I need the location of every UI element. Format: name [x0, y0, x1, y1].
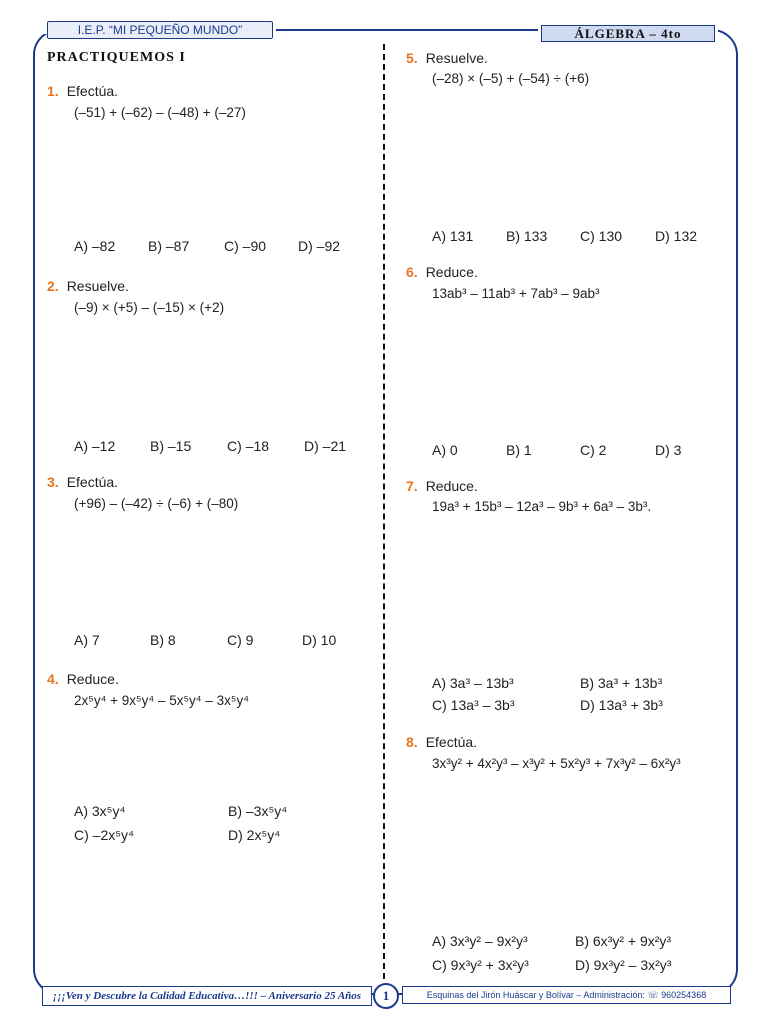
- q1-option-b: B) –87: [148, 238, 190, 254]
- question-7-expression: 19a³ + 15b³ – 12a³ – 9b³ + 6a³ – 3b³.: [432, 499, 652, 514]
- q7-option-c: C) 13a³ – 3b³: [432, 697, 515, 713]
- question-number: 4.: [47, 671, 59, 687]
- q8-option-d: D) 9x³y² – 3x²y³: [575, 957, 672, 973]
- page-number: 1: [373, 983, 399, 1009]
- q5-option-a: A) 131: [432, 228, 474, 244]
- question-8: [406, 734, 477, 750]
- q1-option-a: A) –82: [74, 238, 116, 254]
- q6-option-a: A) 0: [432, 442, 458, 458]
- q7-option-d: D) 13a³ + 3b³: [580, 697, 663, 713]
- question-3: [47, 474, 118, 490]
- q2-option-b: B) –15: [150, 438, 192, 454]
- q4-option-b: B) –3x⁵y⁴: [228, 803, 288, 819]
- question-number: 5.: [406, 50, 418, 66]
- question-1: [47, 83, 118, 99]
- q3-option-a: A) 7: [74, 632, 100, 648]
- question-number: 2.: [47, 278, 59, 294]
- q4-option-a: A) 3x⁵y⁴: [74, 803, 126, 819]
- question-instruction: Resuelve.: [425, 50, 488, 66]
- q3-option-b: B) 8: [150, 632, 176, 648]
- q2-option-c: C) –18: [227, 438, 270, 454]
- question-instruction: Efectúa.: [66, 83, 119, 99]
- footer-address: Esquinas del Jirón Huáscar y Bolívar – Administración: ☏ 960254368: [402, 986, 731, 1004]
- question-instruction: Efectúa.: [425, 734, 478, 750]
- question-5: [406, 50, 488, 66]
- question-instruction: Efectúa.: [66, 474, 119, 490]
- question-1-expression: (–51) + (–62) – (–48) + (–27): [74, 105, 246, 120]
- question-2-expression: (–9) × (+5) – (–15) × (+2): [74, 300, 225, 315]
- q6-option-b: B) 1: [506, 442, 532, 458]
- section-title: PRACTIQUEMOS I: [47, 50, 186, 65]
- column-divider: [383, 44, 385, 979]
- q5-option-d: D) 132: [655, 228, 698, 244]
- question-instruction: Reduce.: [425, 478, 478, 494]
- question-number: 6.: [406, 264, 418, 280]
- question-4-expression: 2x⁵y⁴ + 9x⁵y⁴ – 5x⁵y⁴ – 3x⁵y⁴: [74, 693, 250, 708]
- question-5-expression: (–28) × (–5) + (–54) ÷ (+6): [432, 71, 590, 86]
- question-instruction: Resuelve.: [66, 278, 129, 294]
- q2-option-d: D) –21: [304, 438, 347, 454]
- q5-option-c: C) 130: [580, 228, 623, 244]
- q1-option-d: D) –92: [298, 238, 341, 254]
- q5-option-b: B) 133: [506, 228, 548, 244]
- q8-option-c: C) 9x³y² + 3x²y³: [432, 957, 529, 973]
- q8-option-b: B) 6x³y² + 9x²y³: [575, 933, 672, 949]
- question-4: [47, 671, 119, 687]
- question-number: 7.: [406, 478, 418, 494]
- question-number: 1.: [47, 83, 59, 99]
- question-6-expression: 13ab³ – 11ab³ + 7ab³ – 9ab³: [432, 286, 600, 301]
- q7-option-b: B) 3a³ + 13b³: [580, 675, 663, 691]
- question-7: [406, 478, 478, 494]
- school-name: I.E.P. “MI PEQUEÑO MUNDO”: [47, 21, 273, 39]
- footer-slogan: ¡¡¡Ven y Descubre la Calidad Educativa…!!! – Aniversario 25 Años: [42, 986, 372, 1006]
- q3-option-c: C) 9: [227, 632, 254, 648]
- question-8-expression: 3x³y² + 4x²y³ – x³y² + 5x²y³ + 7x³y² – 6x²y³: [432, 756, 681, 771]
- question-3-expression: (+96) – (–42) ÷ (–6) + (–80): [74, 496, 239, 511]
- q8-option-a: A) 3x³y² – 9x²y³: [432, 933, 528, 949]
- question-2: [47, 278, 129, 294]
- question-instruction: Reduce.: [425, 264, 478, 280]
- question-number: 3.: [47, 474, 59, 490]
- question-6: [406, 264, 478, 280]
- q1-option-c: C) –90: [224, 238, 267, 254]
- question-instruction: Reduce.: [66, 671, 119, 687]
- q2-option-a: A) –12: [74, 438, 116, 454]
- q6-option-c: C) 2: [580, 442, 607, 458]
- question-number: 8.: [406, 734, 418, 750]
- subject-title: ÁLGEBRA – 4to: [541, 25, 715, 42]
- q4-option-c: C) –2x⁵y⁴: [74, 827, 135, 843]
- q7-option-a: A) 3a³ – 13b³: [432, 675, 514, 691]
- q4-option-d: D) 2x⁵y⁴: [228, 827, 281, 843]
- q6-option-d: D) 3: [655, 442, 682, 458]
- q3-option-d: D) 10: [302, 632, 337, 648]
